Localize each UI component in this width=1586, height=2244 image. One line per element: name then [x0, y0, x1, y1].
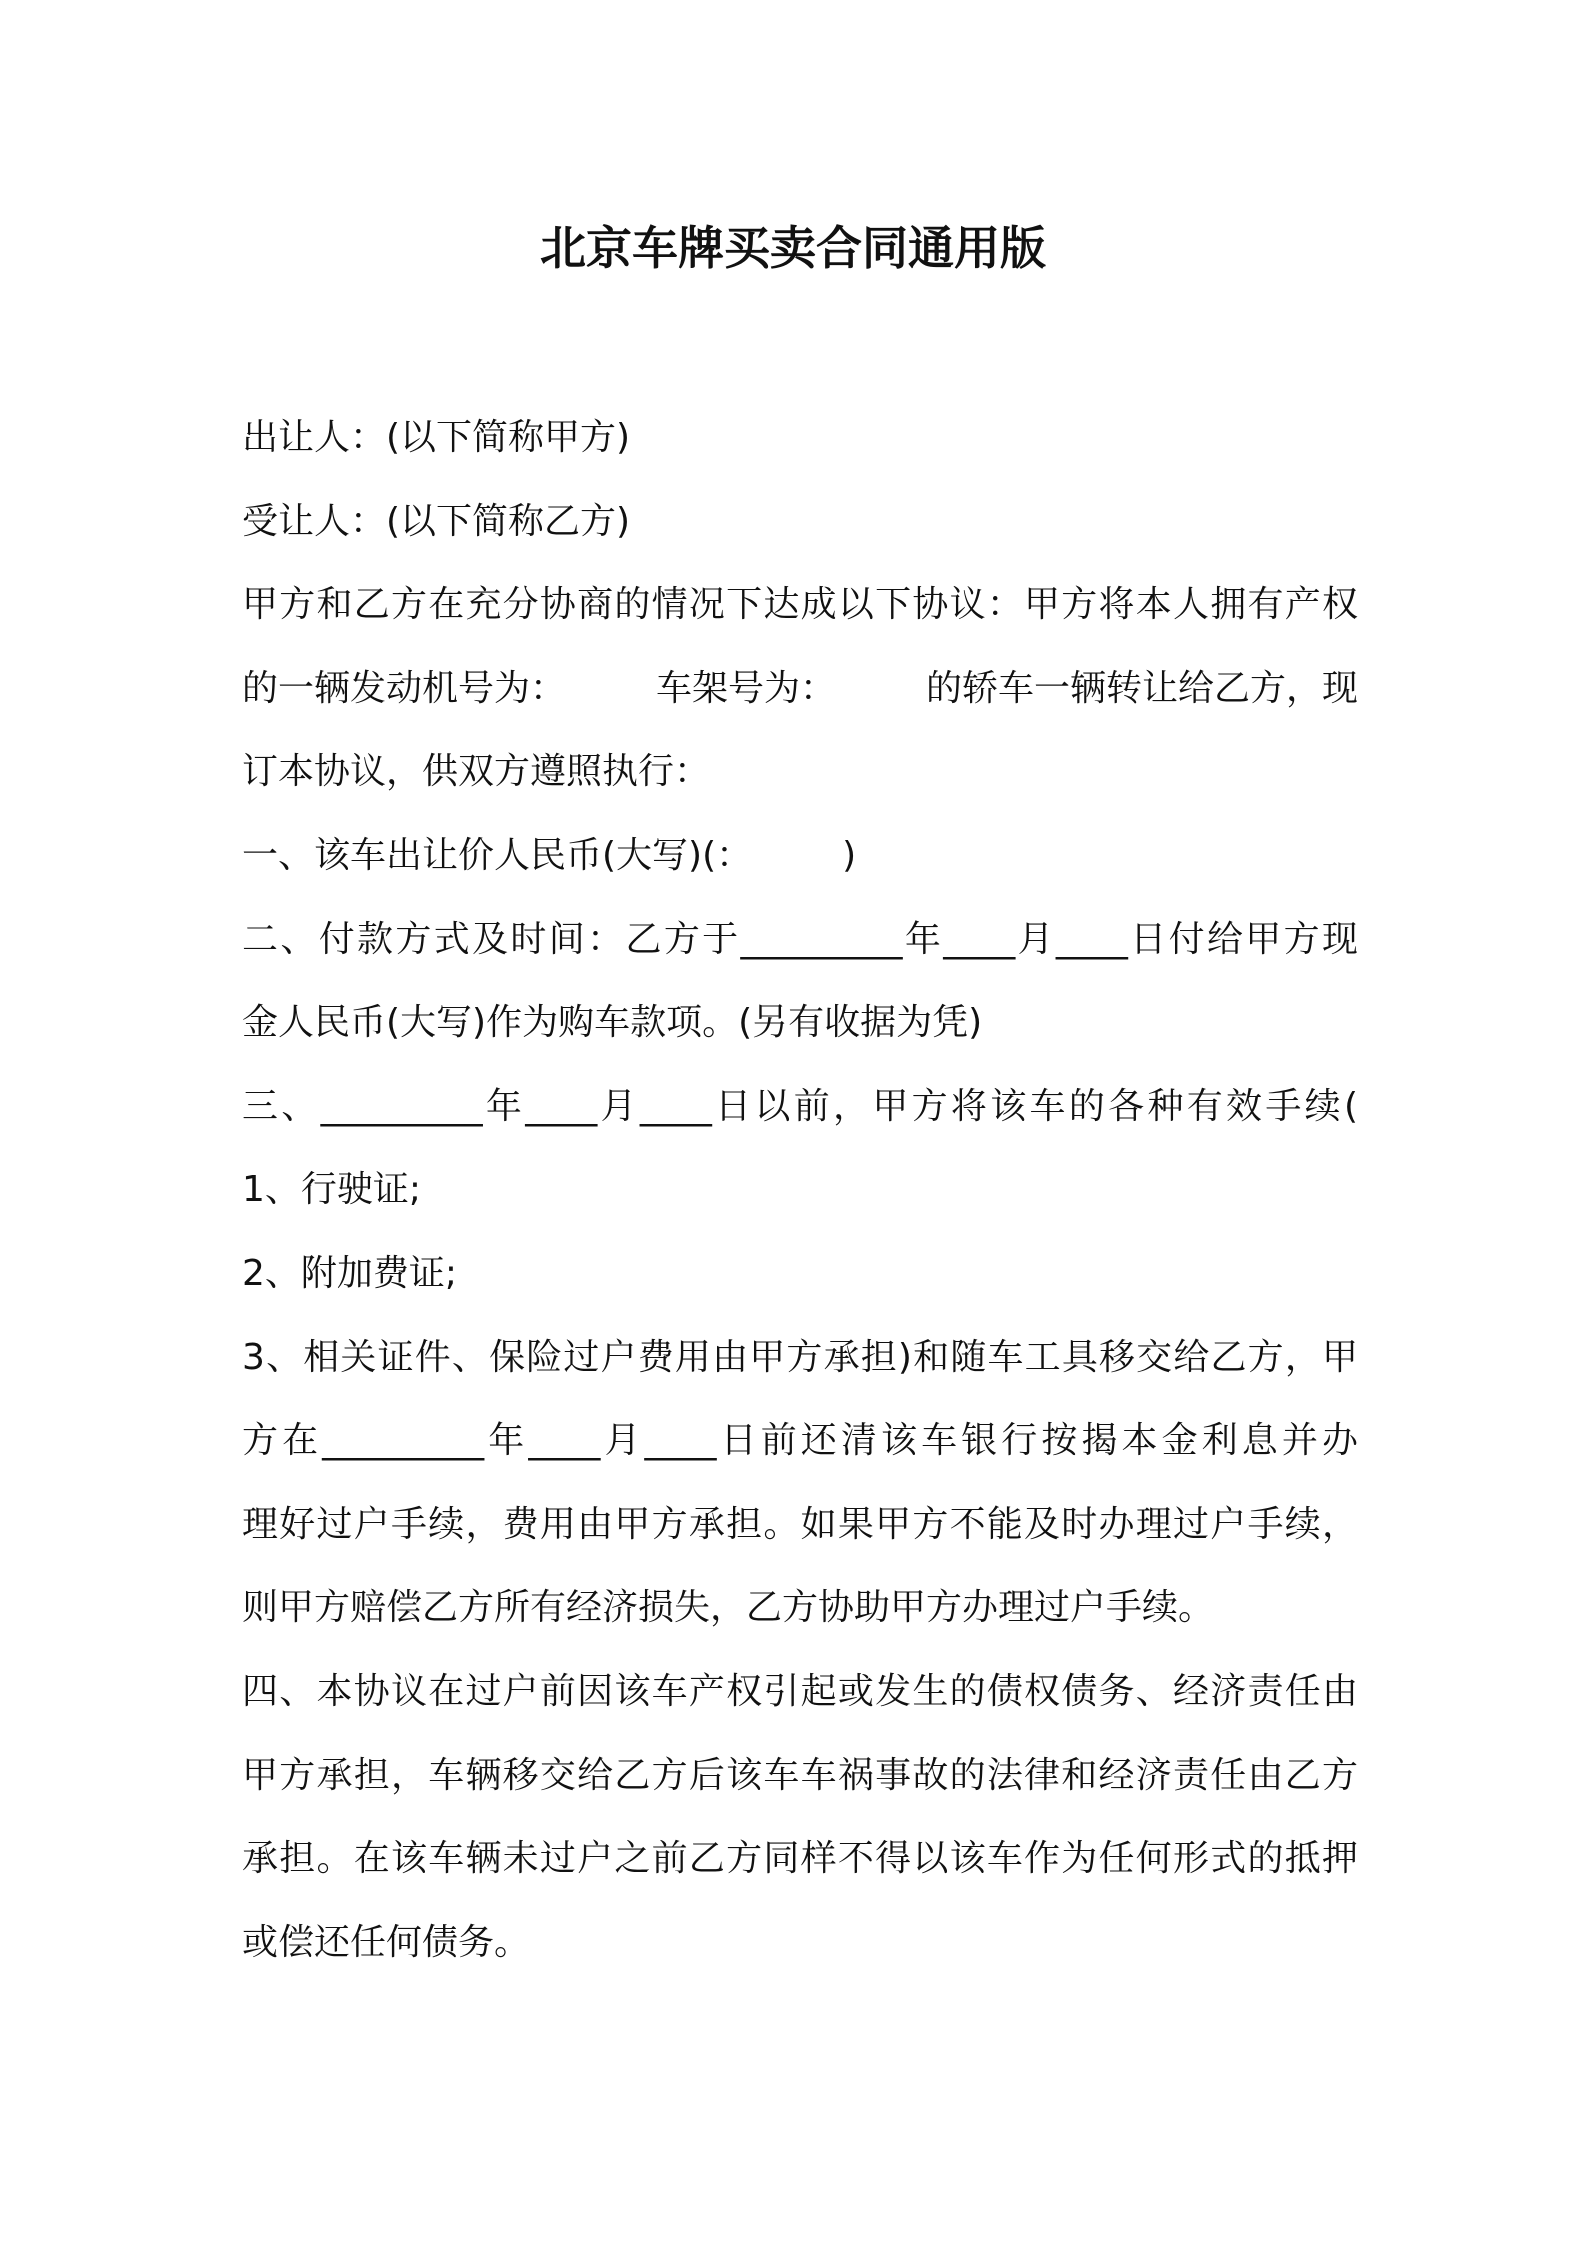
clause-3-item-2: 2、附加费证; — [242, 1252, 458, 1294]
clause-3-item-3: 3、相关证件、保险过户费用由甲方承担)和随车工具移交给乙方，甲 — [242, 1336, 1358, 1378]
clause-4-line: 甲方承担，车辆移交给乙方后该车车祸事故的法律和经济责任由乙方 — [242, 1754, 1358, 1796]
agreement-intro-line: 甲方和乙方在充分协商的情况下达成以下协议：甲方将本人拥有产权 — [242, 584, 1358, 626]
agreement-intro-line: 订本协议，供双方遵照执行： — [242, 751, 711, 793]
clause-4-line: 承担。在该车辆未过户之前乙方同样不得以该车作为任何形式的抵押 — [242, 1838, 1358, 1880]
contract-body — [242, 396, 1358, 1984]
clause-3-line: 理好过户手续，费用由甲方承担。如果甲方不能及时办理过户手续， — [242, 1503, 1358, 1545]
clause-2-line: 二、付款方式及时间：乙方于_________年____月____日付给甲方现 — [242, 918, 1358, 960]
clause-4-line: 四、本协议在过户前因该车产权引起或发生的债权债务、经济责任由 — [242, 1670, 1358, 1712]
document-title: 北京车牌买卖合同通用版 — [540, 221, 1046, 275]
buyer-line: 受让人：(以下简称乙方) — [242, 500, 631, 542]
seller-line: 出让人：(以下简称甲方) — [242, 417, 631, 458]
clause-3-item-1: 1、行驶证; — [242, 1169, 422, 1211]
clause-2-line: 金人民币(大写)作为购车款项。(另有收据为凭) — [242, 1002, 983, 1044]
clause-1-line: 一、该车出让价人民币(大写)(： ) — [242, 834, 857, 876]
clause-3-line: 方在_________年____月____日前还清该车银行按揭本金利息并办 — [242, 1420, 1358, 1462]
clause-3-line: 三、_________年____月____日以前，甲方将该车的各种有效手续( — [242, 1085, 1358, 1127]
clause-4-line: 或偿还任何债务。 — [242, 1921, 531, 1963]
agreement-intro-line: 的一辆发动机号为： 车架号为： 的轿车一辆转让给乙方，现 — [242, 667, 1358, 709]
clause-3-line: 则甲方赔偿乙方所有经济损失，乙方协助甲方办理过户手续。 — [242, 1587, 1215, 1629]
